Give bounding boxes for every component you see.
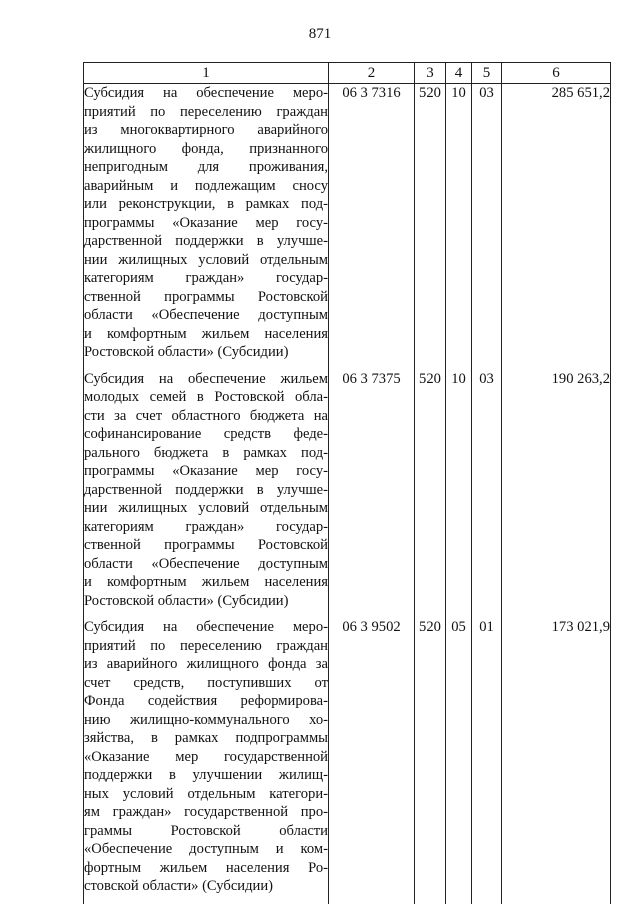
column-header-3: 3 bbox=[415, 63, 446, 84]
description-line: ственной программы Ростовской bbox=[84, 537, 328, 553]
description-line: и комфортным жильем населения bbox=[84, 325, 328, 342]
description-line: жилищного фонда, признанного bbox=[84, 140, 328, 157]
table-row bbox=[84, 618, 611, 904]
description-line: рального бюджета в рамках под- bbox=[84, 444, 328, 461]
row-section: 10 bbox=[446, 370, 472, 619]
description-line: молодых семей в Ростовской обла- bbox=[84, 389, 328, 405]
row-description bbox=[84, 618, 329, 904]
description-line: категориям граждан» государ- bbox=[84, 270, 328, 286]
description-line: софинансирование средств феде- bbox=[84, 426, 328, 442]
column-header-5: 5 bbox=[472, 63, 502, 84]
row-code: 06 3 7316 bbox=[329, 84, 415, 370]
description-line: программы «Оказание мер госу- bbox=[84, 463, 328, 479]
description-line: из аварийного жилищного фонда за bbox=[84, 656, 328, 672]
table-body bbox=[84, 84, 611, 904]
description-line: «Оказание мер государственной bbox=[84, 748, 328, 765]
description-line: нии жилищных условий отдельным bbox=[84, 251, 328, 268]
column-header-1: 1 bbox=[84, 63, 329, 84]
table-header-row bbox=[84, 63, 611, 84]
table-row bbox=[84, 84, 611, 370]
description-line: нии жилищных условий отдельным bbox=[84, 500, 328, 516]
description-line: Субсидия на обеспечение меро- bbox=[84, 619, 328, 635]
description-line: стовской области» (Субсидии) bbox=[84, 878, 274, 894]
row-code: 06 3 7375 bbox=[329, 370, 415, 619]
description-line: граммы Ростовской области bbox=[84, 822, 328, 839]
column-header-6: 6 bbox=[502, 63, 611, 84]
row-subsection: 03 bbox=[472, 84, 502, 370]
description-line: или реконструкции, в рамках под- bbox=[84, 196, 328, 212]
description-line: фортным жильем населения Ро- bbox=[84, 859, 328, 876]
row-amount: 190 263,2 bbox=[502, 370, 611, 619]
description-line: поддержки в улучшении жилищ- bbox=[84, 767, 328, 783]
description-line: аварийным и подлежащим сносу bbox=[84, 177, 328, 194]
row-section: 05 bbox=[446, 618, 472, 904]
description-line: программы «Оказание мер госу- bbox=[84, 214, 328, 231]
row-amount: 173 021,9 bbox=[502, 618, 611, 904]
description-line: приятий по переселению граждан bbox=[84, 103, 328, 120]
description-line: ственной программы Ростовской bbox=[84, 288, 328, 305]
row-description bbox=[84, 370, 329, 619]
description-line: зяйства, в рамках подпрограммы bbox=[84, 730, 328, 746]
table-row bbox=[84, 370, 611, 619]
row-type: 520 bbox=[415, 618, 446, 904]
row-type: 520 bbox=[415, 84, 446, 370]
description-line: «Обеспечение доступным и ком- bbox=[84, 841, 328, 857]
row-type: 520 bbox=[415, 370, 446, 619]
description-line: категориям граждан» государ- bbox=[84, 518, 328, 535]
description-line: из многоквартирного аварийного bbox=[84, 122, 328, 138]
column-header-4: 4 bbox=[446, 63, 472, 84]
description-line: и комфортным жильем населения bbox=[84, 574, 328, 590]
description-line: области «Обеспечение доступным bbox=[84, 307, 328, 323]
description-line: Субсидия на обеспечение меро- bbox=[84, 85, 328, 101]
description-line: нию жилищно-коммунального хо- bbox=[84, 711, 328, 728]
description-line: дарственной поддержки в улучше- bbox=[84, 481, 328, 498]
description-line: ных условий отдельным категори- bbox=[84, 785, 328, 802]
description-line: Ростовской области» (Субсидии) bbox=[84, 592, 289, 609]
description-line: области «Обеспечение доступным bbox=[84, 555, 328, 572]
row-subsection: 03 bbox=[472, 370, 502, 619]
row-amount: 285 651,2 bbox=[502, 84, 611, 370]
column-header-2: 2 bbox=[329, 63, 415, 84]
row-section: 10 bbox=[446, 84, 472, 370]
description-line: Субсидия на обеспечение жильем bbox=[84, 370, 328, 387]
description-line: приятий по переселению граждан bbox=[84, 637, 328, 654]
description-line: Фонда содействия реформирова- bbox=[84, 693, 328, 709]
page-number: 871 bbox=[308, 26, 332, 42]
row-description bbox=[84, 84, 329, 370]
row-code: 06 3 9502 bbox=[329, 618, 415, 904]
budget-table bbox=[83, 62, 611, 904]
description-line: ям граждан» государственной про- bbox=[84, 804, 328, 820]
row-subsection: 01 bbox=[472, 618, 502, 904]
description-line: дарственной поддержки в улучше- bbox=[84, 233, 328, 249]
description-line: счет средств, поступивших от bbox=[84, 674, 328, 691]
description-line: Ростовской области» (Субсидии) bbox=[84, 344, 289, 360]
description-line: сти за счет областного бюджета на bbox=[84, 407, 328, 424]
description-line: непригодным для проживания, bbox=[84, 159, 328, 175]
